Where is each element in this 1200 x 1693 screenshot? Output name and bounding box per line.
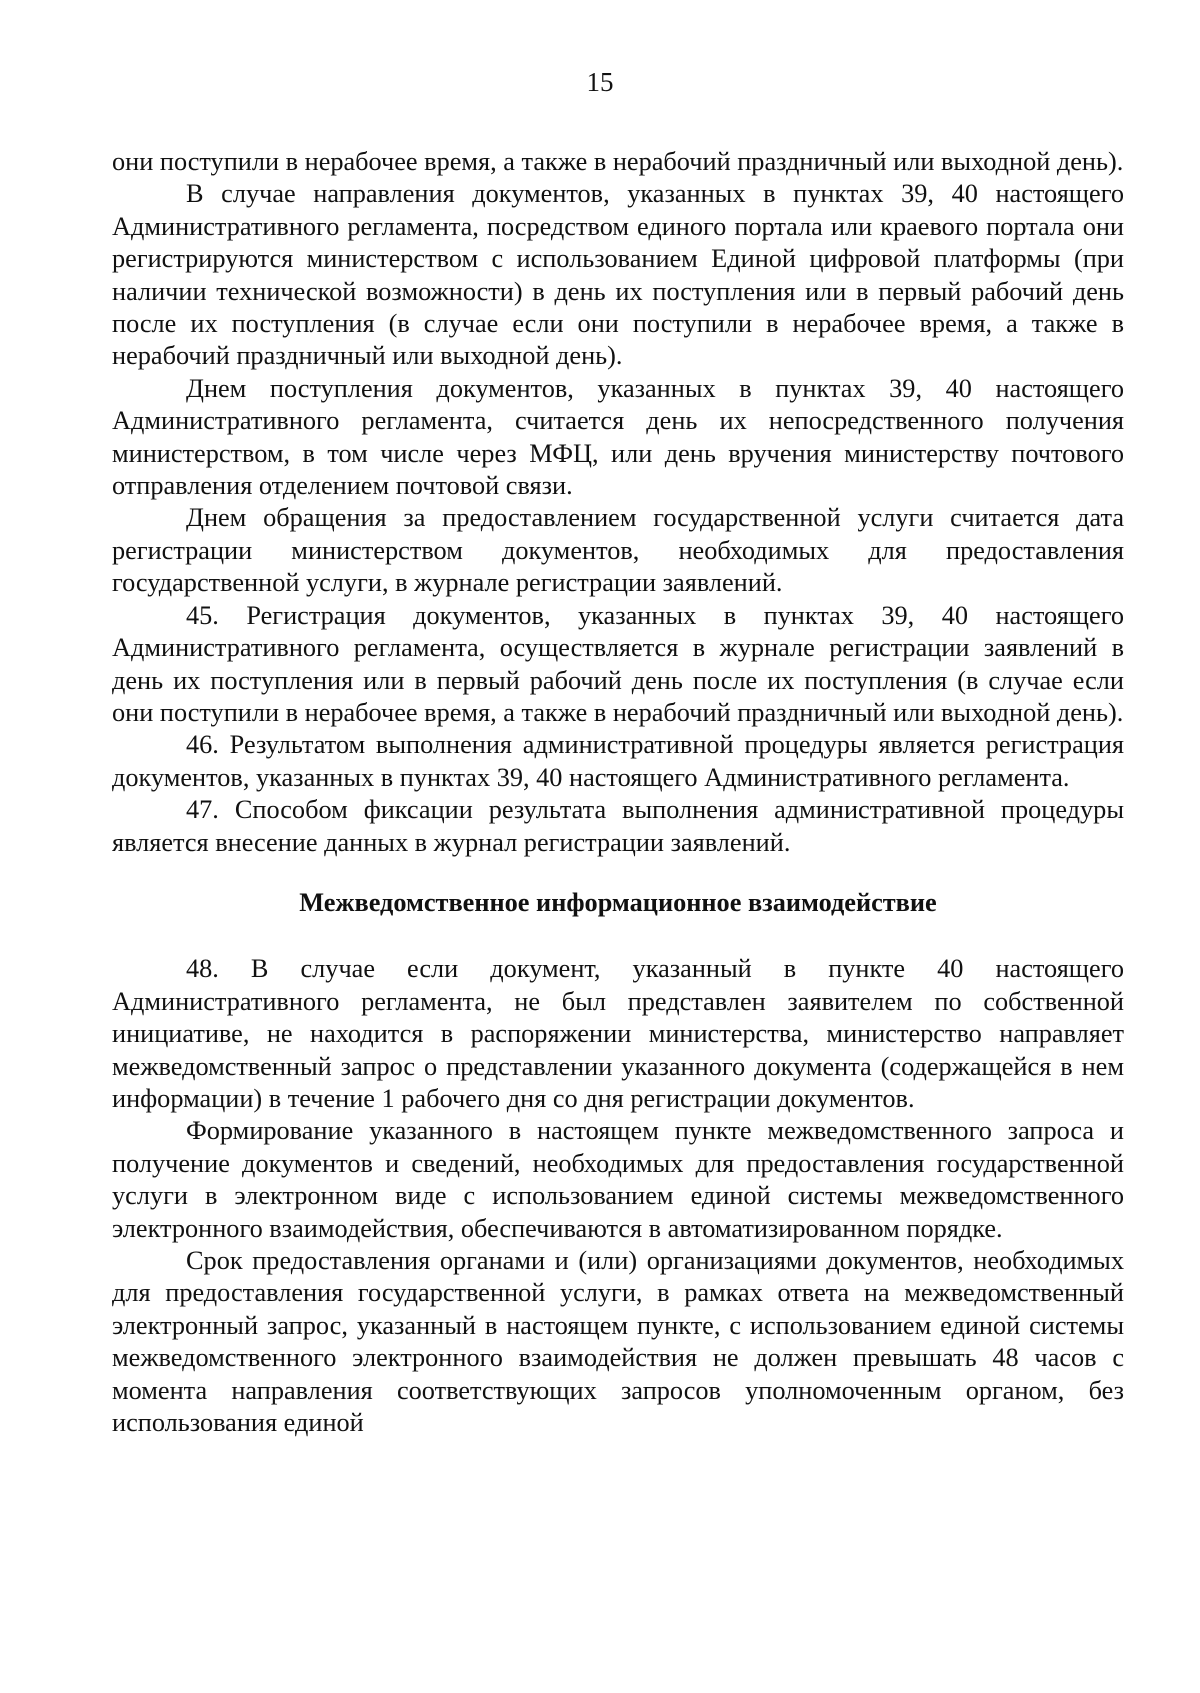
section-heading: Межведомственное информационное взаимодействие <box>299 887 937 917</box>
paragraph-receipt-day: Днем поступления документов, указанных в пунктах 39, 40 настоящего Административного регламента, считается день их непосредственного получения министерством, в том числе через МФЦ, или день вручения министерству почтового отправления отделением почтовой связи. <box>112 373 1124 501</box>
paragraph-appeal-day: Днем обращения за предоставлением государственной услуги считается дата регистрации министерством документов, необходимых для предоставления государственной услуги, в журнале регистрации заявлений. <box>112 503 1124 598</box>
page-number: 15 <box>586 67 614 97</box>
paragraph-item-48: 48. В случае если документ, указанный в пункте 40 настоящего Административного регламента, не был представлен заявителем по собственной инициативе, не находится в распоряжении министерства, министерство направляет межведомственный запрос о представлении указанного документа (содержащейся в нем информации) в течение 1 рабочего дня со дня регистрации документов. <box>112 954 1124 1113</box>
paragraph-automated-request: Формирование указанного в настоящем пункте межведомственного запроса и получение документов и сведений, необходимых для предоставления государственной услуги в электронном виде с использованием единой системы межведомственного электронного взаимодействия, обеспечиваются в автоматизированном порядке. <box>112 1116 1124 1243</box>
paragraph-item-46: 46. Результатом выполнения административной процедуры является регистрация документов, указанных в пунктах 39, 40 настоящего Административного регламента. <box>112 730 1124 792</box>
paragraph-continuation: они поступили в нерабочее время, а также в нерабочий праздничный или выходной день). <box>112 147 1124 176</box>
document-body <box>112 146 1124 1439</box>
paragraph-portal-registration: В случае направления документов, указанных в пунктах 39, 40 настоящего Административного регламента, посредством единого портала или краевого портала они регистрируются министерством с использованием Единой цифровой платформы (при наличии технической возможности) в день их поступления или в первый рабочий день после их поступления (в случае если они поступили в нерабочее время, а также в нерабочий праздничный или выходной день). <box>112 179 1124 371</box>
paragraph-item-45: 45. Регистрация документов, указанных в пунктах 39, 40 настоящего Административного регламента, осуществляется в журнале регистрации заявлений в день их поступления или в первый рабочий день после их поступления (в случае если они поступили в нерабочее время, а также в нерабочий праздничный или выходной день). <box>112 600 1124 727</box>
paragraph-item-47: 47. Способом фиксации результата выполнения административной процедуры является внесение данных в журнал регистрации заявлений. <box>112 795 1124 857</box>
paragraph-response-deadline: Срок предоставления органами и (или) организациями документов, необходимых для предоставления государственной услуги, в рамках ответа на межведомственный электронный запрос, указанный в настоящем пункте, с использованием единой системы межведомственного электронного взаимодействия не должен превышать 48 часов с момента направления соответствующих запросов уполномоченным органом, без использования единой <box>112 1246 1124 1438</box>
